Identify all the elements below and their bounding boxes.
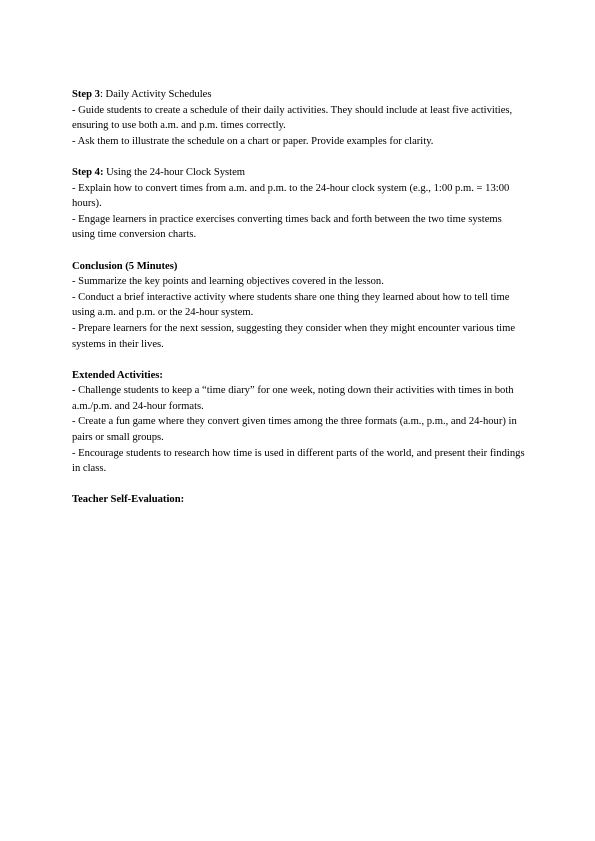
- bullet-item: - Prepare learners for the next session, suggesting they consider when they might encounter various time systems in their lives.: [72, 322, 516, 350]
- section-heading: [72, 259, 527, 275]
- heading-bold-text: Step 4:: [72, 166, 104, 178]
- heading-bold-text: Step 3: [72, 89, 100, 100]
- heading-text: : Daily Activity Schedules: [99, 89, 212, 100]
- section-heading: [72, 165, 527, 181]
- bullet-item: - Conduct a brief interactive activity where students share one thing they learned about how to tell time using a.m. and p.m. or the 24-hour system.: [72, 291, 510, 319]
- heading-text: Using the 24-hour Clock System: [103, 166, 246, 178]
- bullet-item: - Ask them to illustrate the schedule on a chart or paper. Provide examples for clarity.: [72, 135, 434, 147]
- bullet-item: - Engage learners in practice exercises converting times back and forth between the two time systems using time conversion charts.: [72, 213, 502, 241]
- bullet-item: - Create a fun game where they convert given times among the three formats (a.m., p.m., and 24-hour) in pairs or small groups.: [72, 416, 517, 444]
- heading-bold-text: Teacher Self-Evaluation:: [72, 494, 185, 506]
- section-heading: [72, 368, 527, 384]
- bullet-item: - Summarize the key points and learning objectives covered in the lesson.: [72, 276, 384, 288]
- heading-bold-text: Extended Activities:: [72, 369, 163, 381]
- heading-bold-text: Conclusion (5 Minutes): [72, 260, 178, 272]
- section-teacher-self-evaluation: [72, 492, 527, 508]
- section-extended-activities: [72, 368, 527, 477]
- document-page: [72, 87, 527, 508]
- bullet-item: - Challenge students to keep a “time diary” for one week, noting down their activities with times in both a.m./p.m. and 24-hour formats.: [72, 385, 514, 412]
- section-step-3: [72, 87, 527, 149]
- section-heading: [72, 87, 527, 103]
- bullet-item: - Guide students to create a schedule of their daily activities. They should include at least five activities, ensuring to use both a.m. and p.m. times correctly.: [72, 104, 513, 132]
- section-step-4: [72, 165, 527, 243]
- section-heading: [72, 492, 527, 508]
- section-conclusion: [72, 259, 527, 353]
- bullet-item: - Explain how to convert times from a.m. and p.m. to the 24-hour clock system (e.g., 1:00 p.m. = 13:00 hours).: [72, 182, 510, 210]
- bullet-item: - Encourage students to research how time is used in different parts of the world, and present their findings in class.: [72, 447, 525, 475]
